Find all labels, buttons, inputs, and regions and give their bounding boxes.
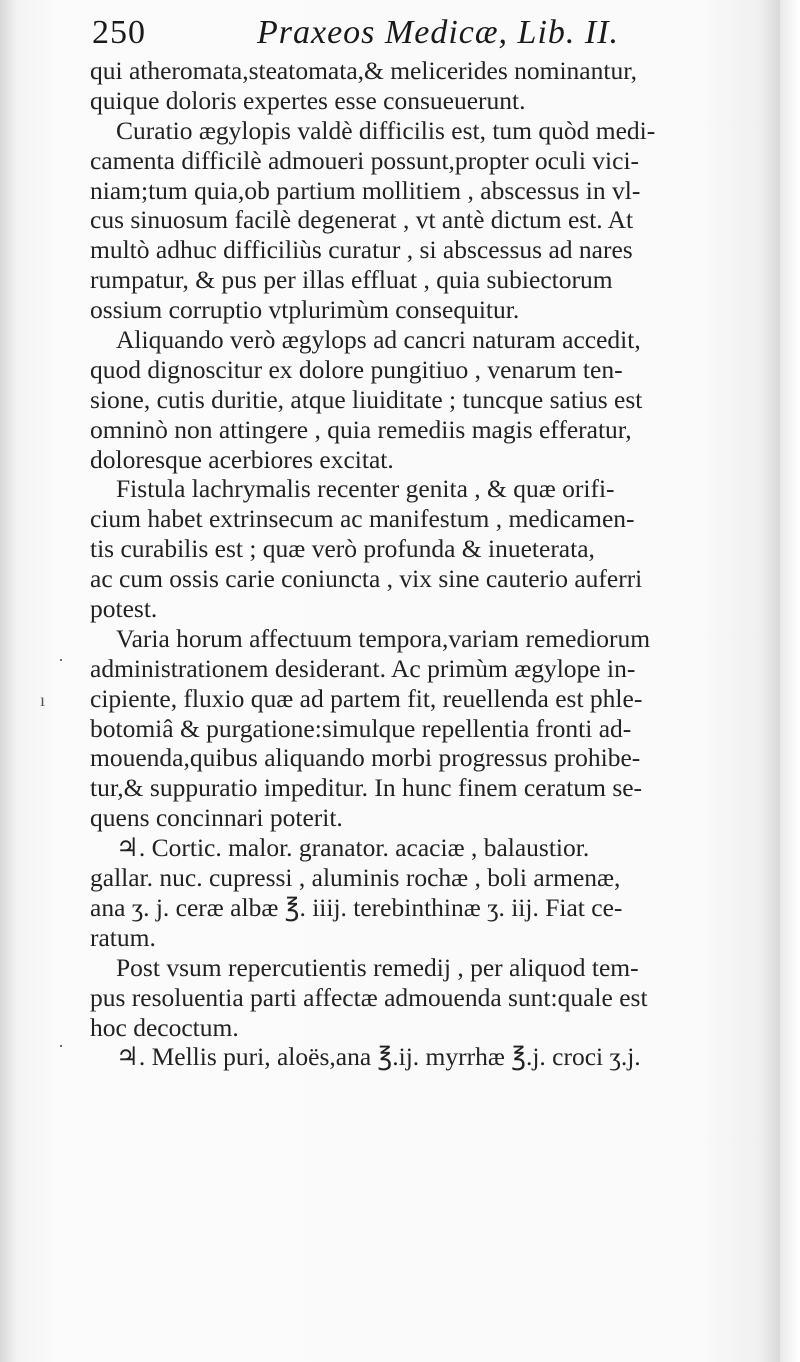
page-edge	[780, 0, 800, 1362]
text-line: ratum.	[90, 922, 156, 952]
paragraph-start-line: Varia horum affectuum tempora,variam remediorum	[116, 623, 651, 653]
text-line: potest.	[90, 594, 158, 624]
text-line: cium habet extrinsecum ac manifestum , medicamen-	[90, 504, 635, 534]
text-line: qui atheromata,steatomata,& melicerides nominantur,	[90, 56, 638, 85]
text-line: doloresque acerbiores excitat.	[90, 444, 394, 474]
recipe-line: ♃. Mellis puri, aloës,ana ℥.ij. myrrhæ ℥.j. croci ʒ.j.	[116, 1042, 641, 1072]
text-line: quens concinnari poterit.	[90, 803, 343, 833]
text-line: rumpatur, & pus per illas effluat , quia subiectorum	[90, 265, 613, 295]
text-line: quique doloris expertes esse consueuerunt.	[90, 85, 526, 115]
margin-tick: ı	[40, 690, 46, 710]
text-line: botomiâ & purgatione:simulque repellentia fronti ad-	[90, 713, 632, 743]
margin-dot: ·	[58, 1036, 64, 1056]
text-line: sione, cutis duritie, atque liuiditate ; tuncque satius est	[90, 384, 643, 414]
text-line: omninò non attingere , quia remediis magis efferatur,	[90, 414, 632, 444]
margin-dot: ·	[58, 650, 64, 670]
page-header	[92, 14, 692, 58]
text-line: tis curabilis est ; quæ verò profunda & inueterata,	[90, 534, 595, 564]
text-line: pus resoluentia parti affectæ admouenda sunt:quale est	[90, 982, 648, 1012]
body-text	[90, 56, 766, 1072]
text-line: quod dignoscitur ex dolore pungitiuo , venarum ten-	[90, 354, 623, 384]
paragraph-start-line: Fistula lachrymalis recenter genita , & quæ orifi-	[116, 474, 615, 504]
text-line: gallar. nuc. cupressi , aluminis rochæ , boli armenæ,	[90, 863, 621, 893]
paragraph-start-line: Aliquando verò ægylops ad cancri naturam accedit,	[116, 325, 641, 355]
running-title: Praxeos Medicæ, Lib. II.	[257, 14, 620, 51]
text-line: ac cum ossis carie coniuncta , vix sine cauterio auferri	[90, 564, 643, 594]
text-line: cipiente, fluxio quæ ad partem fit, reuellenda est phle-	[90, 683, 643, 713]
page-number: 250	[92, 14, 146, 51]
text-line: hoc decoctum.	[90, 1012, 239, 1042]
text-line: niam;tum quia,ob partium mollitiem , abscessus in vl-	[90, 175, 641, 205]
paragraph-start-line: Post vsum repercutientis remedij , per aliquod tem-	[116, 952, 639, 982]
text-line: cus sinuosum facilè degenerat , vt antè dictum est. At	[90, 205, 634, 235]
text-line: mouenda,quibus aliquando morbi progressus prohibe-	[90, 743, 641, 773]
text-line: administrationem desiderant. Ac primùm ægylope in-	[90, 653, 636, 683]
paragraph-start-line: Curatio ægylopis valdè difficilis est, tum quòd medi-	[116, 115, 656, 145]
text-line: tur,& suppuratio impeditur. In hunc finem ceratum se-	[90, 773, 643, 803]
text-line: ossium corruptio vtplurimùm consequitur.	[90, 295, 520, 325]
text-line: ana ʒ. j. ceræ albæ ℥. iiij. terebinthinæ ʒ. iij. Fiat ce-	[90, 892, 623, 922]
text-line: camenta difficilè admoueri possunt,propter oculi vici-	[90, 145, 640, 175]
text-line: multò adhuc difficiliùs curatur , si abscessus ad nares	[90, 235, 633, 265]
recipe-line: ♃. Cortic. malor. granator. acaciæ , balaustior.	[116, 833, 590, 863]
